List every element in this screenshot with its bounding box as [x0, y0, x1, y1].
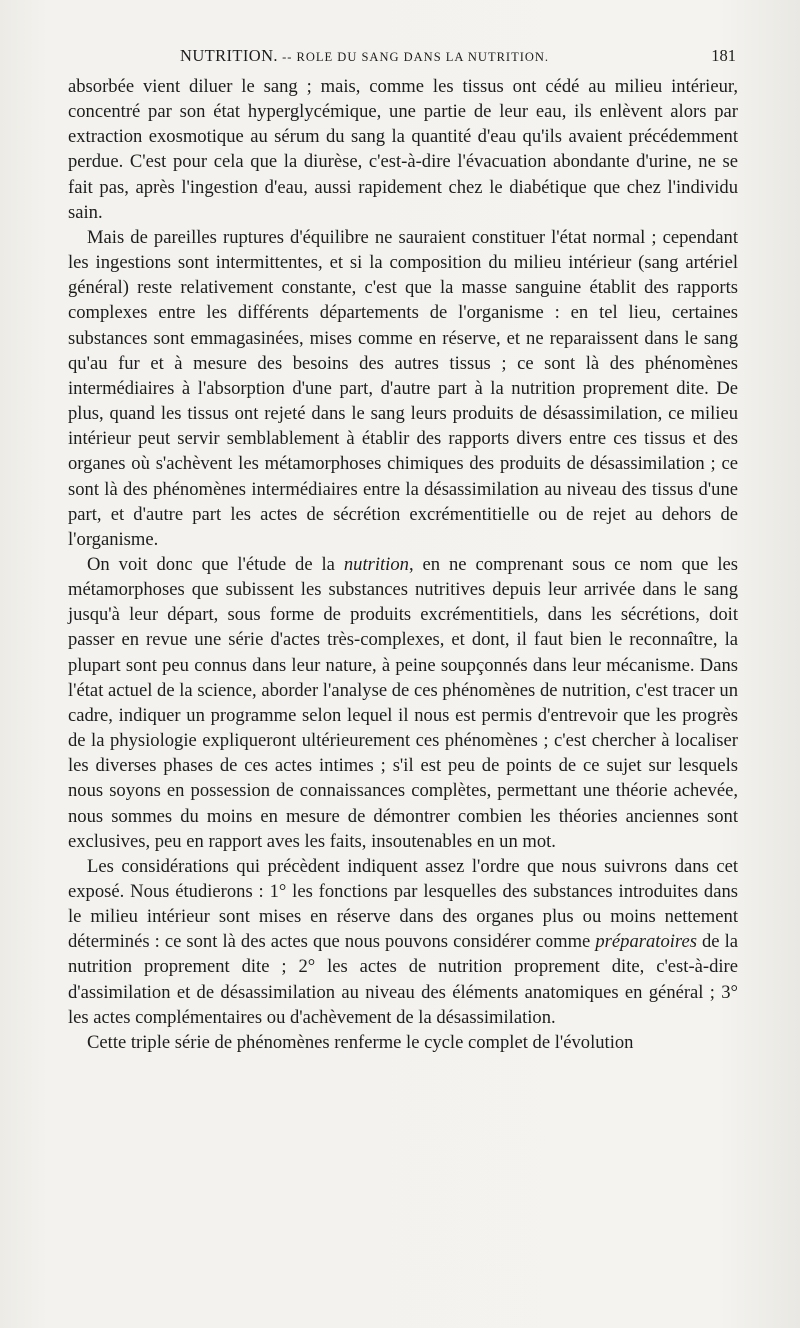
- paragraph-3-text-b: , en ne comprenant sous ce nom que les métamorphoses que subissent les substances nutritives depuis leur arrivée dans le sang jusqu'à leur départ, sous forme de produits excrémentitiels, dans les sécrétions, doit passer en revue une série d'actes très-complexes, et dont, il faut bien le reconnaître, la plupart sont peu connus dans leur nature, à peine soupçonnés dans leur mécanisme. Dans l'état actuel de la science, aborder l'analyse de ces phénomènes de nutrition, c'est tracer un cadre, indiquer un programme selon lequel il nous est permis d'entrevoir que les progrès de la physiologie expliqueront ultérieurement ces phénomènes ; c'est chercher à localiser les diverses phases de ces actes intimes ; s'il est peu de points de ce sujet sur lesquels nous soyons en possession de connaissances complètes, permettant une théorie achevée, nous sommes du moins en mesure de démontrer combien les théories anciennes sont exclusives, peu en rapport aves les faits, insoutenables en un mot.: [68, 553, 738, 852]
- paragraph-1-text: absorbée vient diluer le sang ; mais, comme les tissus ont cédé au milieu intérieur, concentré par son état hyperglycémique, une partie de leur eau, ils enlèvent alors par extraction exosmotique au sérum du sang la quantité d'eau qu'ils avaient précédemment perdue. C'est pour cela que la diurèse, c'est-à-dire l'évacuation abondante d'urine, ne se fait pas, après l'ingestion d'eau, aussi rapidement chez le diabétique que chez l'individu sain.: [68, 76, 738, 223]
- paragraph-4-text-a: Les considérations qui précèdent indiquent assez l'ordre que nous suivrons dans cet exposé. Nous étudierons : 1° les fonctions par lesquelles des substances introduites dans le milieu intérieur sont mises en réserve dans des organes plus ou moins nettement déterminés : ce sont là des actes que nous pouvons considérer comme: [68, 855, 738, 953]
- paragraph-4-emphasis: préparatoires: [595, 931, 697, 953]
- paragraph-4-text-b: de la nutrition proprement dite ; 2° les actes de nutrition proprement dite, c'est-à-dire d'assimilation et de désassimilation au niveau des éléments anatomiques en général ; 3° les actes complémentaires ou d'achèvement de la désassimilation.: [68, 931, 739, 1028]
- running-title-main: NUTRITION.: [180, 46, 278, 65]
- paragraph-5: [68, 1030, 738, 1055]
- paragraph-2: [68, 225, 738, 552]
- paragraph-1: [68, 74, 738, 225]
- body-text: [68, 74, 738, 1055]
- paragraph-4: [68, 854, 738, 1030]
- running-header: [68, 46, 736, 72]
- page-number: 181: [711, 46, 736, 65]
- running-title-separator: --: [277, 50, 297, 64]
- paragraph-2-text: Mais de pareilles ruptures d'équilibre ne sauraient constituer l'état normal ; cependant les ingestions sont intermittentes, et si la composition du milieu intérieur (sang artériel général) reste relativement constante, c'est que la masse sanguine établit des rapports complexes entre les différents départements de l'organisme : en tel lieu, certaines substances sont emmagasinées, mises comme en réserve, et ne reparaissent dans le sang qu'au fur et à mesure des besoins des autres tissus ; ce sont là des phénomènes intermédiaires à l'absorption d'une part, d'autre part à la nutrition proprement dite. De plus, quand les tissus ont rejeté dans le sang leurs produits de désassimilation, ce milieu intérieur peut servir semblablement à établir des rapports divers entre ces tissus et des organes où s'achèvent les métamorphoses chimiques des produits de désassimilation ; ce sont là des phénomènes intermédiaires entre la désassimilation au niveau des tissus d'une part, et d'autre part les actes de sécrétion excrémentitielle ou de rejet au dehors de l'organisme.: [68, 226, 738, 550]
- running-title-subtitle: ROLE DU SANG DANS LA NUTRITION.: [296, 50, 550, 64]
- paragraph-3: [68, 552, 738, 854]
- paragraph-3-emphasis: nutrition: [343, 553, 409, 575]
- paragraph-5-text: Cette triple série de phénomènes renferme le cycle complet de l'évolution: [87, 1031, 634, 1053]
- paragraph-3-text-a: On voit donc que l'étude de la: [87, 553, 344, 575]
- running-title: [180, 46, 549, 66]
